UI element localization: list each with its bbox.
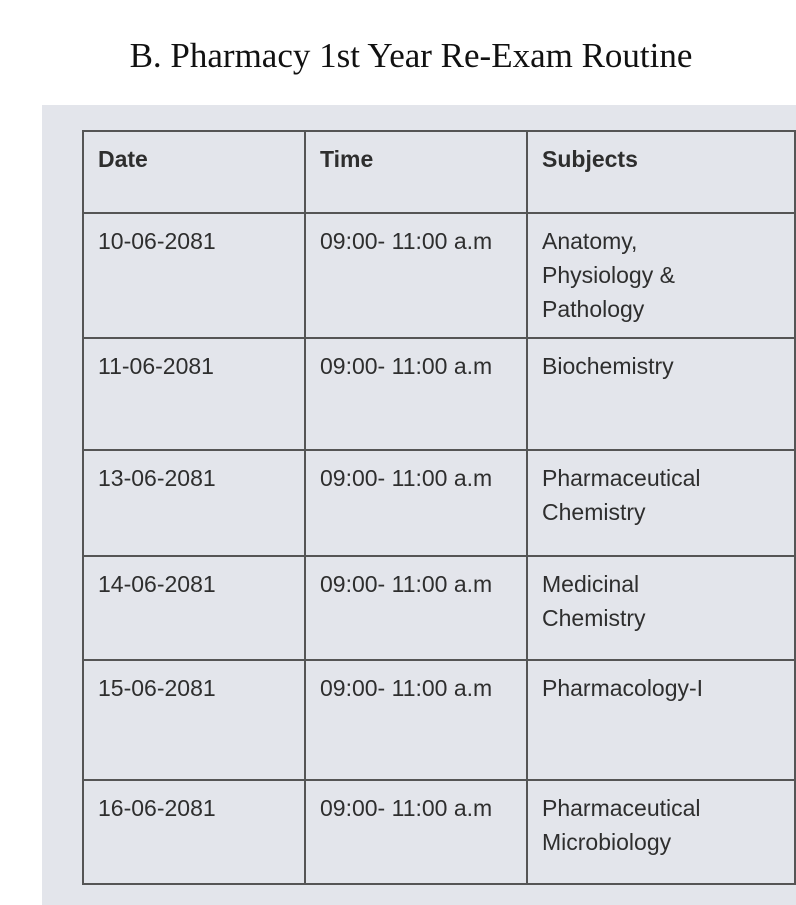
- table-row: [83, 660, 795, 780]
- date-cell: 13-06-2081: [83, 450, 305, 556]
- time-cell: 09:00- 11:00 a.m: [305, 213, 527, 338]
- table-row: [83, 556, 795, 660]
- time-cell: 09:00- 11:00 a.m: [305, 556, 527, 660]
- date-cell: 16-06-2081: [83, 780, 305, 884]
- date-cell: 14-06-2081: [83, 556, 305, 660]
- table-row: [83, 338, 795, 450]
- subject-cell: Medicinal Chemistry: [527, 556, 795, 660]
- time-cell: 09:00- 11:00 a.m: [305, 338, 527, 450]
- time-cell: 09:00- 11:00 a.m: [305, 780, 527, 884]
- subject-cell: Pharmaceutical Chemistry: [527, 450, 795, 556]
- header-time: Time: [305, 131, 527, 213]
- table-row: [83, 780, 795, 884]
- header-date: Date: [83, 131, 305, 213]
- time-cell: 09:00- 11:00 a.m: [305, 660, 527, 780]
- subject-cell: Biochemistry: [527, 338, 795, 450]
- time-cell: 09:00- 11:00 a.m: [305, 450, 527, 556]
- exam-routine-table: [82, 130, 796, 885]
- date-cell: 10-06-2081: [83, 213, 305, 338]
- page-title: B. Pharmacy 1st Year Re-Exam Routine: [129, 36, 693, 75]
- date-cell: 15-06-2081: [83, 660, 305, 780]
- header-subjects: Subjects: [527, 131, 795, 213]
- table-row: [83, 213, 795, 338]
- subject-cell: Anatomy, Physiology & Pathology: [527, 213, 795, 338]
- subject-cell: Pharmacology-I: [527, 660, 795, 780]
- table-row: [83, 450, 795, 556]
- subject-cell: Pharmaceutical Microbiology: [527, 780, 795, 884]
- date-cell: 11-06-2081: [83, 338, 305, 450]
- table-header-row: [83, 131, 795, 213]
